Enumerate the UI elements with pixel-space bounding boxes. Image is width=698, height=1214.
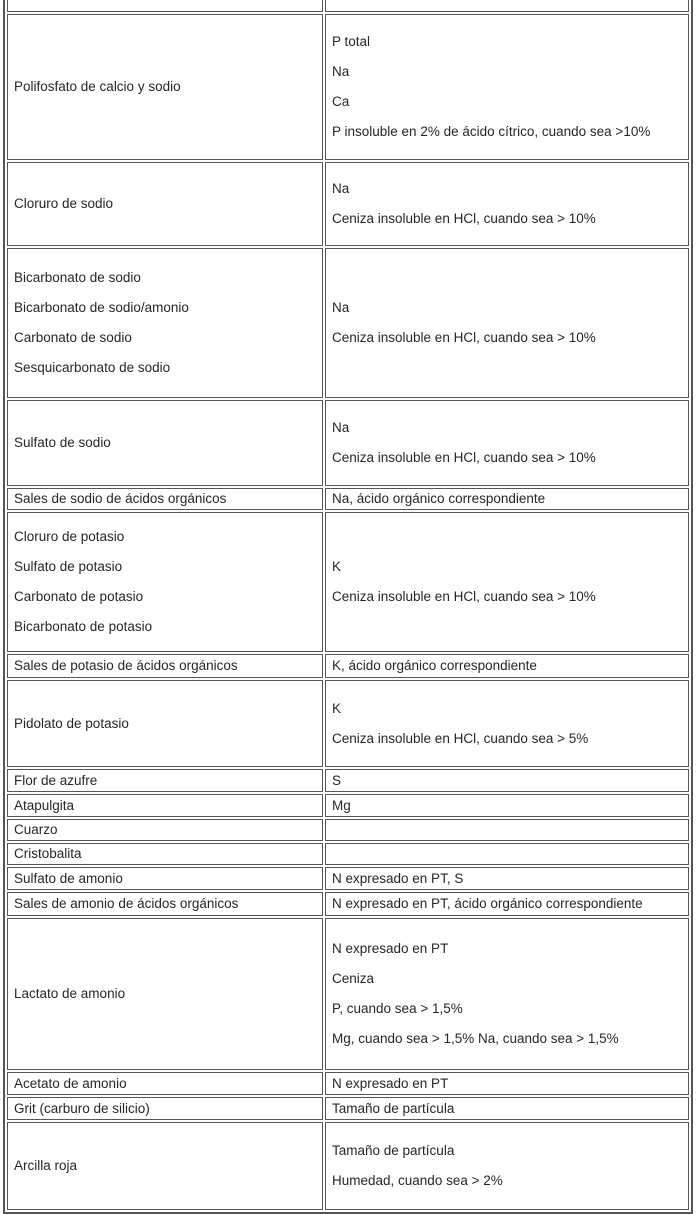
- substance-cell: [7, 819, 323, 841]
- cell-line: K: [332, 700, 342, 716]
- substance-cell: [7, 1097, 323, 1120]
- cell-line: Grit (carburo de silicio): [14, 1100, 150, 1116]
- table-row: [7, 867, 689, 890]
- document-page: [3, 0, 693, 1214]
- substance-cell: [7, 1122, 323, 1210]
- cell-line: Bicarbonato de sodio: [14, 270, 141, 285]
- parameters-cell: [325, 248, 689, 398]
- cell-line: Na: [332, 64, 350, 79]
- parameters-cell: [325, 918, 689, 1070]
- table-body: [7, 0, 689, 1210]
- cell-line: Ceniza insoluble en HCl, cuando sea > 10%: [332, 589, 596, 604]
- cell-line: P, cuando sea > 1,5%: [332, 1001, 463, 1016]
- cell-line: S: [332, 772, 342, 788]
- table-row: [7, 0, 689, 12]
- cell-line: Na, ácido orgánico correspondiente: [332, 491, 546, 506]
- cell-line: Bicarbonato de potasio: [14, 619, 153, 634]
- substance-cell: [7, 867, 323, 890]
- cell-line: K, ácido orgánico correspondiente: [332, 658, 537, 673]
- table-row: [7, 400, 689, 486]
- parameters-cell: [325, 843, 689, 865]
- cell-line: K: [332, 559, 342, 574]
- table-row: [7, 488, 689, 510]
- cell-line: Atapulgita: [14, 797, 75, 813]
- cell-line: Bicarbonato de sodio/amonio: [14, 300, 189, 315]
- table-row: [7, 14, 689, 160]
- table-row: [7, 1072, 689, 1095]
- substance-cell: [7, 654, 323, 678]
- cell-line: Mg: [332, 797, 351, 813]
- table-row: [7, 892, 689, 916]
- parameters-cell: [325, 162, 689, 246]
- cell-line: Cloruro de potasio: [14, 529, 125, 544]
- cell-line: Sulfato de potasio: [14, 559, 123, 574]
- table-row: [7, 1122, 689, 1210]
- table-row: [7, 512, 689, 652]
- cell-line: Ceniza insoluble en HCl, cuando sea > 10%: [332, 330, 596, 345]
- parameters-cell: [325, 867, 689, 890]
- cell-line: N expresado en PT, S: [332, 870, 464, 886]
- cell-line: Tamaño de partícula: [332, 1143, 455, 1158]
- cell-line: Pidolato de potasio: [14, 715, 129, 731]
- cell-line: Ceniza insoluble en HCl, cuando sea > 5%: [332, 730, 589, 746]
- table-row: [7, 843, 689, 865]
- cell-line: P total: [332, 34, 371, 49]
- substance-cell: [7, 892, 323, 916]
- cell-line: Sales de amonio de ácidos orgánicos: [14, 896, 239, 911]
- cell-line: Sulfato de sodio: [14, 435, 111, 450]
- substance-cell: [7, 512, 323, 652]
- cell-line: N expresado en PT: [332, 1075, 449, 1091]
- substance-cell: [7, 1072, 323, 1095]
- cell-line: Ceniza insoluble en HCl, cuando sea > 10%: [332, 211, 596, 226]
- parameters-cell: [325, 400, 689, 486]
- substance-cell: [7, 769, 323, 792]
- table-row: [7, 654, 689, 678]
- substance-cell: [7, 680, 323, 767]
- parameters-cell: [325, 1122, 689, 1210]
- cell-line: Humedad, cuando sea > 2%: [332, 1173, 503, 1188]
- cell-line: Carbonato de sodio: [14, 330, 132, 345]
- parameters-cell: [325, 1097, 689, 1120]
- substance-cell: [7, 14, 323, 160]
- parameters-cell: [325, 892, 689, 916]
- parameters-cell: [325, 512, 689, 652]
- table-row: [7, 680, 689, 767]
- cell-line: Ceniza insoluble en HCl, cuando sea > 10%: [332, 450, 596, 465]
- parameters-cell: [325, 794, 689, 817]
- cell-line: Flor de azufre: [14, 772, 98, 788]
- cell-line: Sales de potasio de ácidos orgánicos: [14, 658, 238, 673]
- table-row: [7, 819, 689, 841]
- substance-cell: [7, 794, 323, 817]
- cell-line: Lactato de amonio: [14, 986, 126, 1001]
- parameters-cell: [325, 1072, 689, 1095]
- cell-line: Sales de sodio de ácidos orgánicos: [14, 491, 227, 506]
- cell-line: Sesquicarbonato de sodio: [14, 360, 171, 375]
- substance-cell: [7, 162, 323, 246]
- table-row: [7, 918, 689, 1070]
- cell-line: P insoluble en 2% de ácido cítrico, cuando sea >10%: [332, 124, 651, 139]
- table-row: [7, 1097, 689, 1120]
- parameters-cell: [325, 0, 689, 12]
- cell-line: Arcilla roja: [14, 1158, 78, 1173]
- cell-line: Carbonato de potasio: [14, 589, 144, 604]
- cell-line: Ceniza: [332, 971, 375, 986]
- cell-line: Na: [332, 181, 350, 196]
- substance-cell: [7, 0, 323, 12]
- parameters-cell: [325, 14, 689, 160]
- cell-line: Cloruro de sodio: [14, 196, 114, 211]
- substance-cell: [7, 488, 323, 510]
- table-row: [7, 794, 689, 817]
- cell-line: Acetato de amonio: [14, 1075, 127, 1091]
- cell-line: Mg, cuando sea > 1,5% Na, cuando sea > 1,5%: [332, 1031, 619, 1046]
- substance-cell: [7, 918, 323, 1070]
- parameters-cell: [325, 769, 689, 792]
- table-row: [7, 248, 689, 398]
- cell-line: N expresado en PT, ácido orgánico correspondiente: [332, 896, 643, 911]
- parameters-cell: [325, 654, 689, 678]
- parameters-cell: [325, 819, 689, 841]
- cell-line: Tamaño de partícula: [332, 1100, 455, 1116]
- cell-line: Cristobalita: [14, 846, 82, 861]
- substance-cell: [7, 400, 323, 486]
- table-row: [7, 162, 689, 246]
- cell-line: Polifosfato de calcio y sodio: [14, 79, 181, 94]
- table-row: [7, 769, 689, 792]
- cell-line: N expresado en PT: [332, 941, 449, 956]
- parameters-cell: [325, 680, 689, 767]
- cell-line: Na: [332, 300, 350, 315]
- substance-cell: [7, 248, 323, 398]
- cell-line: Cuarzo: [14, 822, 58, 837]
- cell-line: Sulfato de amonio: [14, 870, 123, 886]
- cell-line: Na: [332, 420, 350, 435]
- substances-table: [3, 0, 693, 1214]
- cell-line: Ca: [332, 94, 350, 109]
- substance-cell: [7, 843, 323, 865]
- parameters-cell: [325, 488, 689, 510]
